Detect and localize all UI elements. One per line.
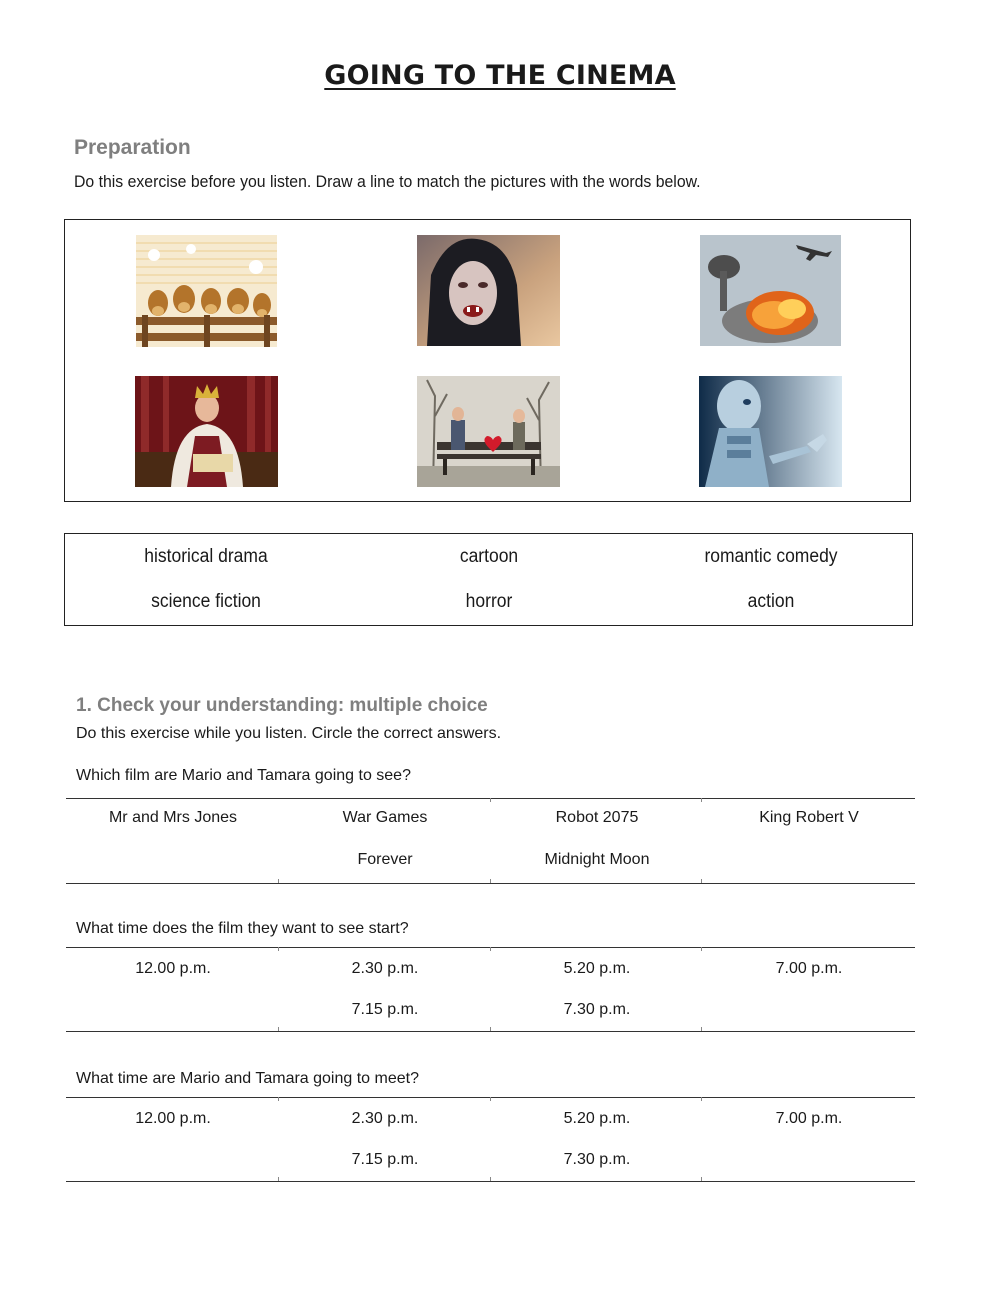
question-1-option[interactable]: Mr and Mrs Jones <box>108 809 238 826</box>
question-2-option[interactable]: 7.00 p.m. <box>775 960 843 977</box>
question-3-text: What time are Mario and Tamara going to meet? <box>76 1070 419 1087</box>
word-horror: horror <box>465 591 513 612</box>
vampire-image <box>417 235 560 346</box>
cartoon-horses-image <box>136 235 277 347</box>
question-3-option[interactable]: 7.15 p.m. <box>351 1151 419 1168</box>
robot-image <box>699 376 842 487</box>
question-3-option[interactable]: 7.30 p.m. <box>563 1151 631 1168</box>
word-science-fiction: science fiction <box>151 591 261 612</box>
question-2-option[interactable]: 2.30 p.m. <box>351 960 419 977</box>
question-3-option[interactable]: 5.20 p.m. <box>563 1110 631 1127</box>
couple-bench-image <box>417 376 560 487</box>
question-3-option[interactable]: 7.00 p.m. <box>775 1110 843 1127</box>
section1-instruction: Do this exercise while you listen. Circle the correct answers. <box>76 725 502 742</box>
word-action: action <box>747 591 795 612</box>
pictures-box <box>64 219 911 502</box>
question-2-option[interactable]: 7.15 p.m. <box>351 1001 419 1018</box>
section1-heading: 1. Check your understanding: multiple choice <box>76 695 488 716</box>
page-title: GOING TO THE CINEMA <box>324 60 676 91</box>
question-2-option[interactable]: 5.20 p.m. <box>563 960 631 977</box>
question-2-option[interactable]: 12.00 p.m. <box>135 960 211 977</box>
question-1-option[interactable]: War Games <box>342 809 428 826</box>
question-1-option[interactable]: Robot 2075 <box>555 809 639 826</box>
word-cartoon: cartoon <box>459 546 519 567</box>
question-3-option[interactable]: 12.00 p.m. <box>135 1110 211 1127</box>
word-romantic-comedy: romantic comedy <box>704 546 838 567</box>
question-1-text: Which film are Mario and Tamara going to see? <box>76 767 411 784</box>
preparation-instruction: Do this exercise before you listen. Draw a line to match the pictures with the words below. <box>74 172 701 191</box>
question-1-option[interactable]: Midnight Moon <box>544 851 650 868</box>
explosion-plane-image <box>700 235 841 346</box>
question-2-text: What time does the film they want to see start? <box>76 920 409 937</box>
question-1-option[interactable]: Forever <box>357 851 413 868</box>
question-3-option[interactable]: 2.30 p.m. <box>351 1110 419 1127</box>
question-2-option[interactable]: 7.30 p.m. <box>563 1001 631 1018</box>
word-historical-drama: historical drama <box>144 546 268 567</box>
question-1-option[interactable]: King Robert V <box>759 809 859 826</box>
preparation-heading: Preparation <box>74 136 191 159</box>
king-image <box>135 376 278 487</box>
words-box <box>64 533 913 626</box>
